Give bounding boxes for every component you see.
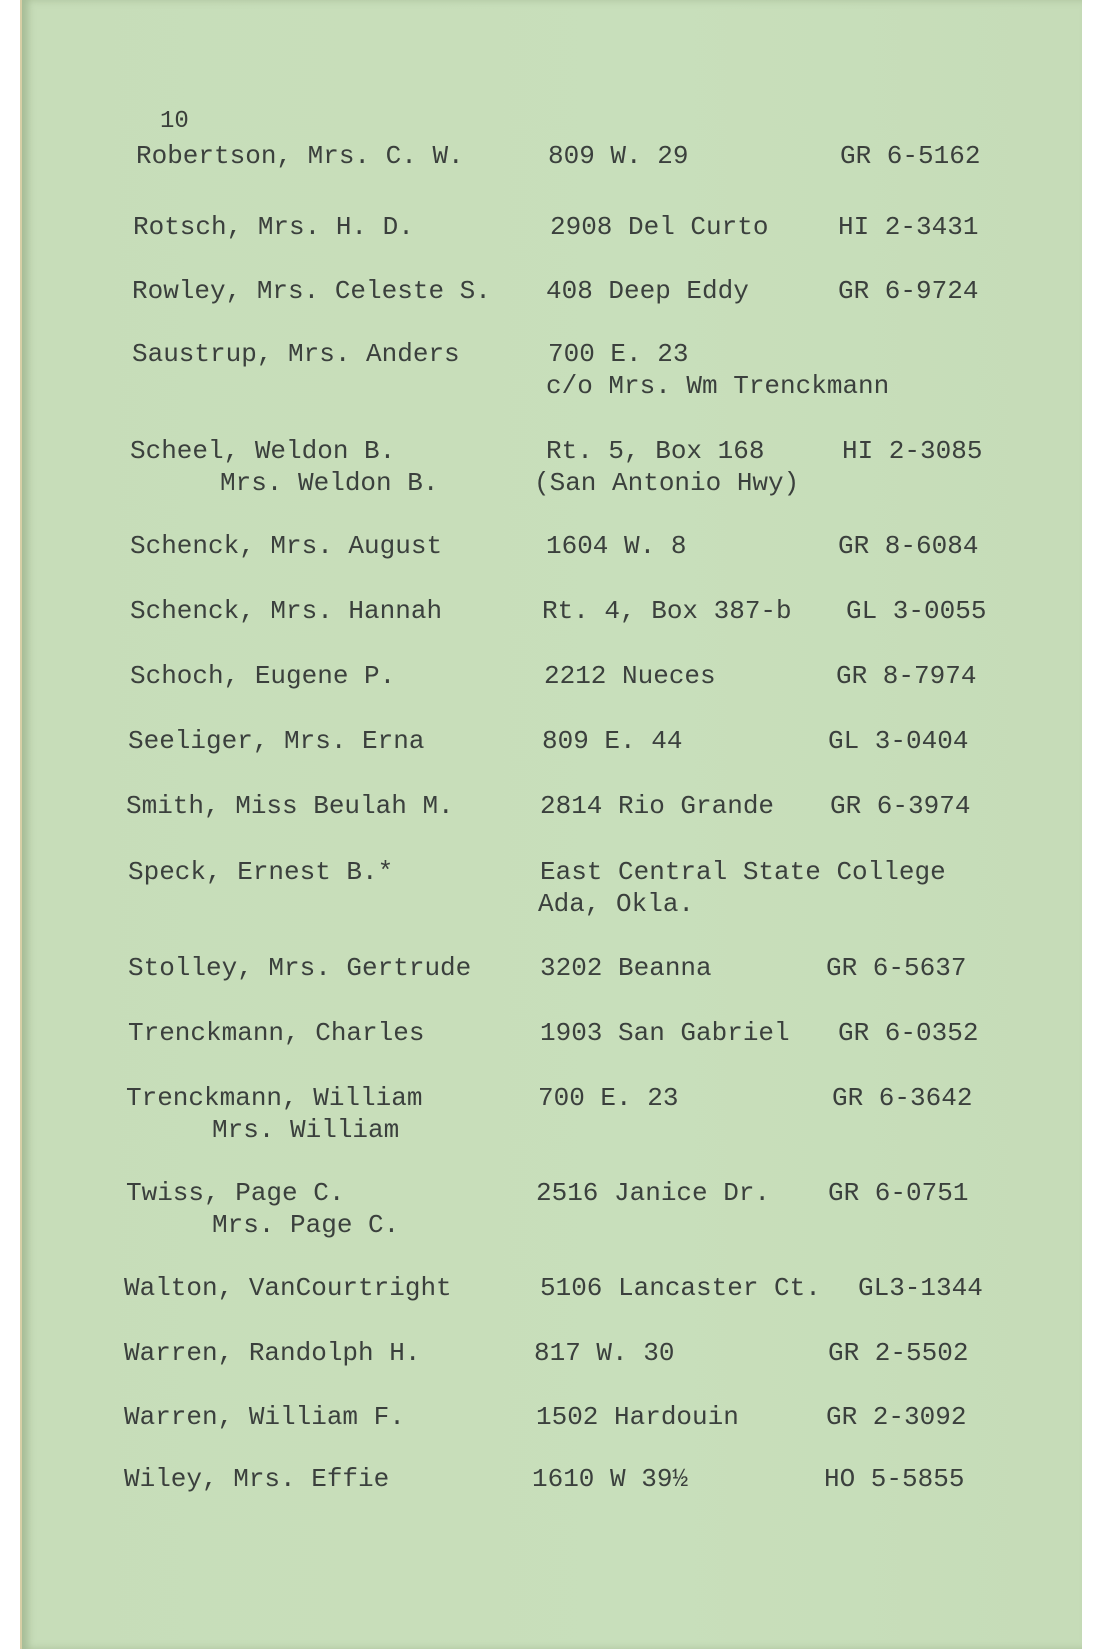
entry-phone: GR 6-0352 [838,1018,979,1048]
entry-name: Warren, Randolph H. [124,1338,421,1368]
entry-name: Twiss, Page C. [126,1178,345,1208]
entry-phone: GR 8-6084 [838,531,979,561]
entry-address: 2516 Janice Dr. [536,1178,771,1208]
entry-address: 1604 W. 8 [546,531,687,561]
entry-address-line-2: (San Antonio Hwy) [534,468,800,498]
entry-address: Rt. 4, Box 387-b [542,596,792,626]
entry-address: 3202 Beanna [540,953,712,983]
entry-name: Seeliger, Mrs. Erna [128,726,425,756]
entry-phone: GL 3-0404 [828,726,969,756]
entry-phone: GR 6-3642 [832,1083,973,1113]
entry-name: Rowley, Mrs. Celeste S. [132,276,491,306]
entry-name: Walton, VanCourtright [124,1273,452,1303]
entry-phone: HI 2-3085 [842,436,983,466]
entry-address-line-2: c/o Mrs. Wm Trenckmann [546,371,890,401]
entry-phone: GR 6-9724 [838,276,979,306]
entry-address: 700 E. 23 [538,1083,679,1113]
entry-address: 1502 Hardouin [536,1402,739,1432]
entry-name: Robertson, Mrs. C. W. [136,141,464,171]
entry-spouse-name: Mrs. Weldon B. [220,468,439,498]
entry-name: Schoch, Eugene P. [130,661,396,691]
entry-phone: GR 6-5162 [840,141,981,171]
entry-address: 5106 Lancaster Ct. [540,1273,821,1303]
entry-address: 817 W. 30 [534,1338,675,1368]
page-number: 10 [160,108,189,135]
entry-address: 2814 Rio Grande [540,791,775,821]
entry-name: Schenck, Mrs. Hannah [130,596,443,626]
entry-phone: GR 6-0751 [828,1178,969,1208]
entry-name: Speck, Ernest B.* [128,857,394,887]
entry-name: Stolley, Mrs. Gertrude [128,953,472,983]
entry-address-line-2: Ada, Okla. [538,889,695,919]
entry-address: 408 Deep Eddy [546,276,749,306]
entry-spouse-name: Mrs. Page C. [212,1210,400,1240]
entry-address: 809 E. 44 [542,726,683,756]
entry-phone: HI 2-3431 [838,212,979,242]
entry-address: 1903 San Gabriel [540,1018,790,1048]
entry-spouse-name: Mrs. William [212,1115,400,1145]
entry-address: 809 W. 29 [548,141,689,171]
entry-phone: GR 2-3092 [826,1402,967,1432]
entry-name: Saustrup, Mrs. Anders [132,339,460,369]
entry-name: Warren, William F. [124,1402,405,1432]
entry-phone: GL 3-0055 [846,596,987,626]
entry-address: Rt. 5, Box 168 [546,436,765,466]
entry-name: Trenckmann, William [126,1083,423,1113]
entry-phone: GR 2-5502 [828,1338,969,1368]
entry-phone: HO 5-5855 [824,1464,965,1494]
entry-phone: GR 8-7974 [836,661,977,691]
entry-phone: GR 6-3974 [830,791,971,821]
entry-address: 2212 Nueces [544,661,716,691]
entry-address: 1610 W 39½ [532,1464,689,1494]
entry-phone: GL3-1344 [858,1273,983,1303]
entry-address: 2908 Del Curto [550,212,769,242]
entry-name: Smith, Miss Beulah M. [126,791,454,821]
entry-name: Scheel, Weldon B. [130,436,396,466]
entry-name: Schenck, Mrs. August [130,531,443,561]
entry-name: Rotsch, Mrs. H. D. [133,212,414,242]
entry-phone: GR 6-5637 [826,953,967,983]
entry-address: 700 E. 23 [548,339,689,369]
entry-name: Wiley, Mrs. Effie [124,1464,390,1494]
entry-name: Trenckmann, Charles [128,1018,425,1048]
entry-address: East Central State College [540,857,946,887]
